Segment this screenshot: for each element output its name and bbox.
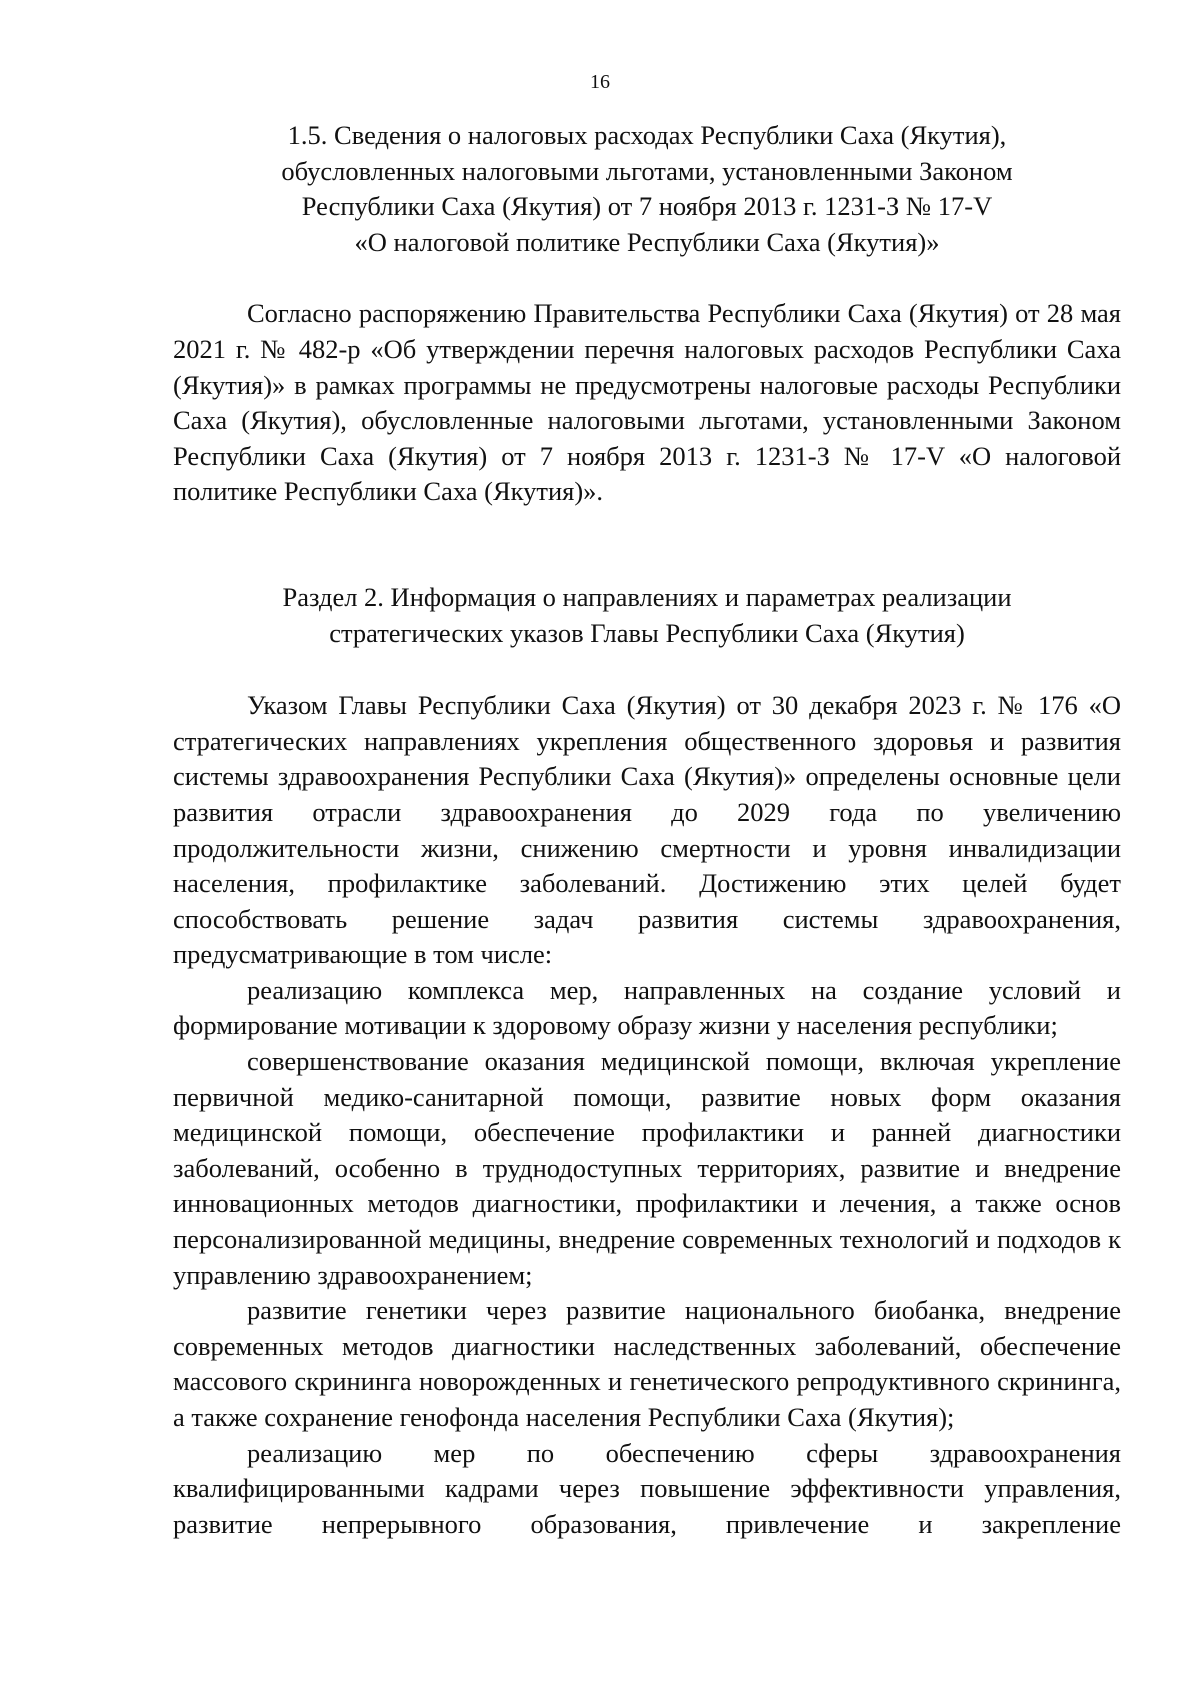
section-2-paragraph-genetics: развитие генетики через развитие национального биобанка, внедрение современных методов диагностики наследственных заболеваний, обеспечение массового скрининга новорожденных и генетического репродуктивного скрининга, а также сохранение генофонда населения Республики Саха (Якутия); (173, 1295, 1121, 1432)
section-2-paragraph-decree: Указом Главы Республики Саха (Якутия) от 30 декабря 2023 г. № 176 «О стратегических направлениях укрепления общественного здоровья и развития системы здравоохранения Республики Саха (Якутия)» определены основные цели развития отрасли здравоохранения до 2029 года по увеличению продолжительности жизни, снижению смертности и уровня инвалидизации населения, профилактике заболеваний. Достижению этих целей будет способствовать решение задач развития системы здравоохранения, предусматривающие в том числе: (173, 690, 1121, 970)
heading-line: Раздел 2. Информация о направлениях и параметрах реализации (282, 581, 1012, 612)
section-2-heading (173, 580, 1121, 651)
heading-line: 1.5. Сведения о налоговых расходах Республики Саха (Якутия), (287, 120, 1007, 150)
section-2-paragraph-healthy-lifestyle: реализацию комплекса мер, направленных на создание условий и формирование мотивации к здоровому образу жизни у населения республики; (173, 974, 1121, 1041)
section-2-paragraph-personnel: реализацию мер по обеспечению сферы здравоохранения квалифицированными кадрами через повышение эффективности управления, развитие непрерывного образования, привлечение и закрепление (173, 1437, 1121, 1539)
page-content (173, 118, 1121, 1542)
section-1-5-heading (173, 118, 1121, 260)
heading-line: «О налоговой политике Республики Саха (Якутия)» (354, 226, 940, 257)
section-1-5-paragraph: Согласно распоряжению Правительства Республики Саха (Якутия) от 28 мая 2021 г. № 482-р «Об утверждении перечня налоговых расходов Республики Саха (Якутия)» в рамках программы не предусмотрены налоговые расходы Республики Саха (Якутия), обусловленные налоговыми льготами, установленными Законом Республики Саха (Якутия) от 7 ноября 2013 г. 1231-З № 17-V «О налоговой политике Республики Саха (Якутия)». (173, 298, 1121, 507)
heading-line: стратегических указов Главы Республики Саха (Якутия) (329, 617, 965, 648)
section-2-paragraph-medical-care: совершенствование оказания медицинской помощи, включая укрепление первичной медико-санитарной помощи, развитие новых форм оказания медицинской помощи, обеспечение профилактики и ранней диагностики заболеваний, особенно в труднодоступных территориях, развитие и внедрение инновационных методов диагностики, профилактики и лечения, а также основ персонализированной медицины, внедрение современных технологий и подходов к управлению здравоохранением; (173, 1046, 1121, 1290)
page-number: 16 (590, 71, 610, 93)
heading-line: Республики Саха (Якутия) от 7 ноября 2013 г. 1231-З № 17-V (301, 191, 993, 222)
heading-line: обусловленных налоговыми льготами, установленными Законом (281, 155, 1013, 186)
